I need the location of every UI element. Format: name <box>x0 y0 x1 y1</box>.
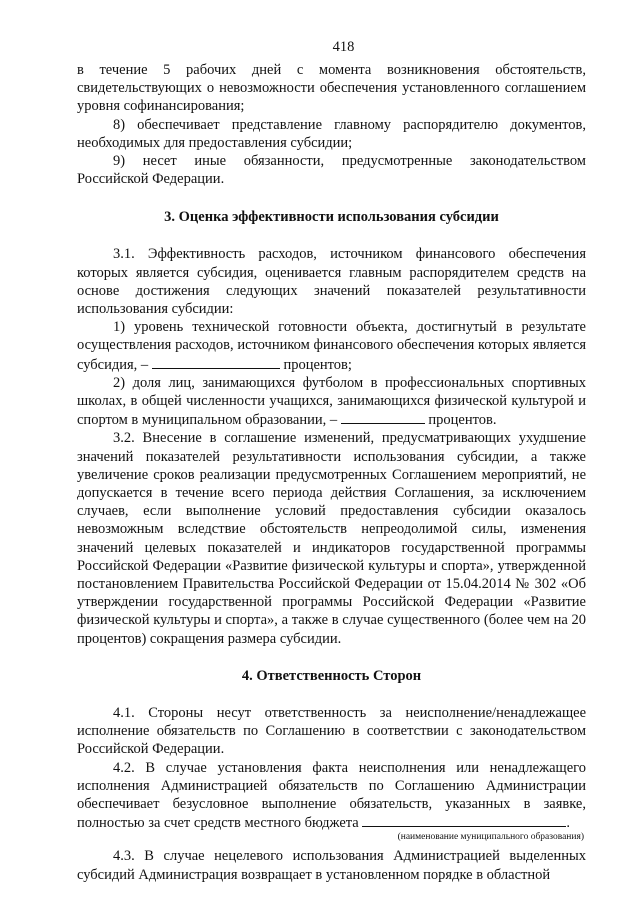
item-2-suffix: процентов. <box>428 412 497 429</box>
paragraph-item-9: 9) несет иные обязанности, предусмотренные законодательством Российской Федерации. <box>77 153 586 188</box>
blank-caption: (наименование муниципального образования) <box>397 832 584 843</box>
item-1-suffix: процентов; <box>283 356 352 373</box>
paragraph-3-1-item-2 <box>77 374 586 430</box>
section-4-heading: 4. Ответственность Сторон <box>241 667 422 684</box>
fill-in-blank <box>341 410 425 424</box>
item-2-text: 2) доля лиц, занимающихся футболом в профессиональных спортивных школах, в общей численности учащихся, занимающихся физической культурой и спортом в муниципальном образовании, – <box>77 374 586 429</box>
item-1-text: 1) уровень технической готовности объекта, достигнутый в результате осуществления расходов, источником финансового обеспечения которых является субсидия, – <box>77 319 586 373</box>
paragraph-3-1-item-1 <box>77 318 586 374</box>
paragraph-4-3: 4.3. В случае нецелевого использования Администрацией выделенных субсидий Администрация возвращает в установленном порядке в областной <box>77 848 586 883</box>
paragraph-continuation: в течение 5 рабочих дней с момента возникновения обстоятельств, свидетельствующих о невозможности обеспечения установленного соглашением уровня софинансирования; <box>77 62 586 115</box>
page-number: 418 <box>332 39 355 55</box>
paragraph-4-1: 4.1. Стороны несут ответственность за неисполнение/ненадлежащее исполнение обязательств по Соглашению в соответствии с законодательством Российской Федерации. <box>77 704 586 758</box>
paragraph-3-2: 3.2. Внесение в соглашение изменений, предусматривающих ухудшение значений показателей результативности использования субсидии, а также увеличение сроков реализации предусмотренных Соглашением мероприятий, не допускается в течение всего периода действия Соглашения, за исключением случаев, если выполнение условий предоставления субсидии оказалось невозможным вследствие обстоятельств непреодолимой силы, изменения значений целевых показателей и индикаторов государственной программы Российской Федерации «Развитие физической культуры и спорта», утвержденной постановлением Правительства Российской Федерации от 15.04.2014 № 302 «Об утверждении государственной программы Российской Федерации «Развитие физической культуры и спорта», а также в случае существенного (более чем на 20 процентов) сокращения размера субсидии. <box>77 430 586 647</box>
section-3-heading: 3. Оценка эффективности использования субсидии <box>164 209 499 226</box>
paragraph-4-2 <box>77 759 586 833</box>
paragraph-item-8: 8) обеспечивает представление главному распорядителю документов, необходимых для предоставления субсидии; <box>77 116 586 151</box>
paragraph-3-1: 3.1. Эффективность расходов, источником финансового обеспечения которых является субсидия, оценивается главным распорядителем средств на основе достижения следующих значений показателей результативности использования субсидии: <box>77 246 586 318</box>
paragraph-4-2-end: . <box>566 815 570 832</box>
paragraph-4-2-text: 4.2. В случае установления факта неисполнения или ненадлежащего исполнения Администрацией обязательств по Соглашению Администрации обеспечивает безусловное выполнение обязательств, указанных в заявке, полностью за счет средств местного бюджета <box>77 759 586 832</box>
fill-in-blank <box>152 355 280 369</box>
municipality-blank <box>362 813 566 827</box>
